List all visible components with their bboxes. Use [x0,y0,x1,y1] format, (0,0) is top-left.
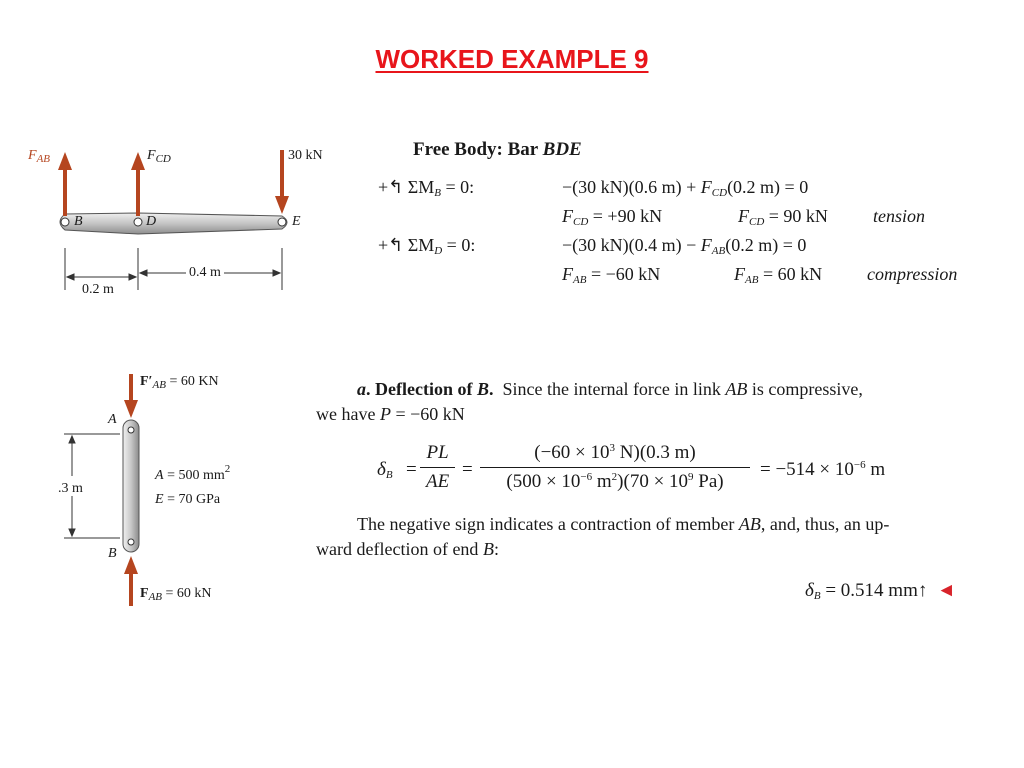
label-point-b2: B [108,546,117,561]
eq2-label: +↰ $\Sigma M_D = 0$: [378,235,476,257]
eq2: −(30 kN)(0.4 $m) - F_{AB}(0.2$ m) = 0 [562,235,807,257]
deflection-line2: we have P = −60 kN [316,404,465,424]
label-point-b: B [74,214,83,229]
label-point-e: E [292,214,301,229]
up-arrow-icon: ↑ [917,580,928,601]
label-fab: $F_{AB}$ [28,148,51,165]
page-title: WORKED EXAMPLE 9 [375,44,649,74]
result2-signed: $F_{AB} = -60$ kN [562,264,661,286]
deflection-heading-line: a. Deflection of B. Since the internal force in link AB is compressive, [357,379,863,399]
answer-marker-icon: ◄ [936,580,956,601]
label-dim-de: 0.4 m [186,265,224,281]
deflection-heading: a [357,379,366,399]
eq-sign-1: = [406,459,417,480]
label-modulus: E = 70 GPa [155,492,221,507]
pin-b [61,218,69,226]
result2: $F_{AB} = 60$ kN [734,264,823,286]
result1-signed: $F_{CD} = +90$ kN [562,206,663,228]
label-area: A = 500 $mm^2$ [155,463,231,483]
link-ab [123,420,139,552]
note-line2: ward deflection of end B: [316,539,499,559]
pin-e [278,218,286,226]
result1: $F_{CD} = 90$ kN [738,206,828,228]
final-answer: $\delta_B = 0.514$ mm↑ ◄ [805,580,956,602]
label-bottom-force: $F_{AB} = 60$ kN [140,586,212,603]
eq1-label: +↰ $\Sigma M_B = 0$: [378,177,475,199]
deflection-result: = $-514 \times 10^{-6}$ m [760,459,886,480]
label-load: 30 kN [288,148,323,163]
label-dim-bd: 0.2 m [82,282,114,297]
fraction-pl-ae: PL AE [420,442,455,493]
delta-b-symbol: $\delta_B$ [377,459,393,481]
bar-bde [60,213,287,234]
result2-tag: compression [867,264,958,284]
fraction-values: ($-60 \times 10^3$ N)(0.3 m) ($500 \times 10^{-6}$ $m^2)(70 \times 10^9$ Pa) [480,442,750,493]
pin-d [134,218,142,226]
eq1: −(30 kN)(0.6 $m) + F_{CD}(0.2$ m) = 0 [562,177,809,199]
eq-sign-2: = [462,459,473,480]
label-fcd: $F_{CD}$ [147,148,171,165]
note-line1: The negative sign indicates a contraction of member AB, and, thus, an up- [357,514,890,534]
label-point-d: D [146,214,157,229]
freebody-heading: Free Body: Bar BDE [413,139,582,160]
label-length: .3 m [58,481,83,496]
label-top-force: $F'_{AB} = 60$ KN [140,374,219,391]
result1-tag: tension [873,206,925,226]
label-point-a: A [108,412,117,427]
